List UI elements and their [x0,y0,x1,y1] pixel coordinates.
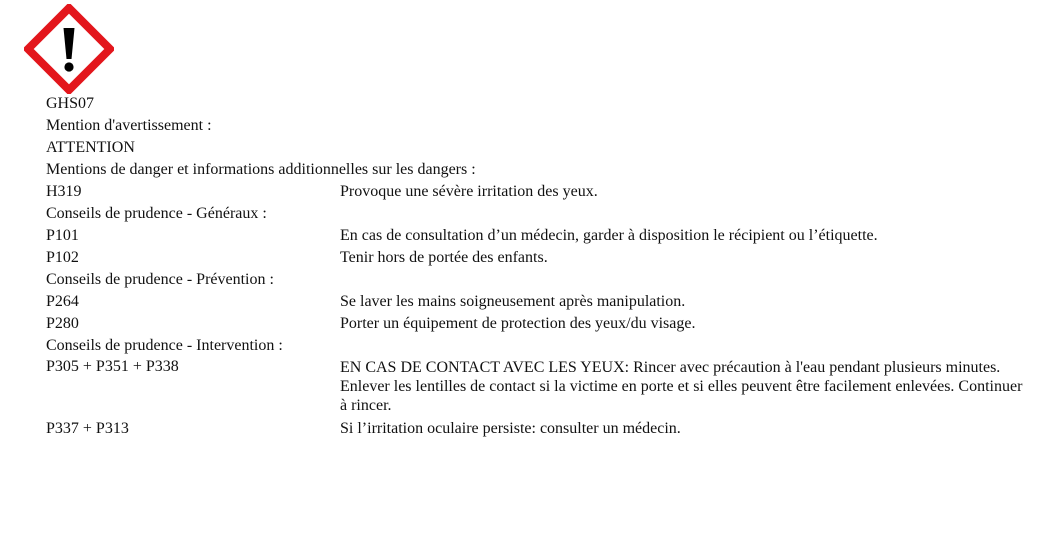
statement-text: Si l’irritation oculaire persiste: consulter un médecin. [340,420,681,437]
hazard-statement-row [46,181,1046,203]
statement-text: Porter un équipement de protection des yeux/du visage. [340,315,696,332]
statement-code: P305 + P351 + P338 [46,358,179,375]
general-precautions-heading: Conseils de prudence - Généraux : [46,205,267,222]
hazard-label-section [46,93,1046,440]
statement-code: H319 [46,183,82,200]
statement-text: En cas de consultation d’un médecin, garder à disposition le récipient ou l’étiquette. [340,227,878,244]
exclamation-mark-diamond-icon [24,4,114,94]
hazard-statements-heading: Mentions de danger et informations additionnelles sur les dangers : [46,161,476,178]
precaution-row [46,418,1046,440]
statement-code: P102 [46,249,79,266]
statement-code: P337 + P313 [46,420,129,437]
signal-word: ATTENTION [46,139,135,156]
precaution-row [46,357,1046,415]
signal-word-label: Mention d'avertissement : [46,117,212,134]
statement-code: P101 [46,227,79,244]
precaution-row [46,313,1046,335]
prevention-precautions-heading: Conseils de prudence - Prévention : [46,271,274,288]
ghs-code: GHS07 [46,95,95,112]
statement-text: Se laver les mains soigneusement après manipulation. [340,293,686,310]
statement-text: Tenir hors de portée des enfants. [340,249,548,266]
precaution-row [46,225,1046,247]
statement-text: Provoque une sévère irritation des yeux. [340,183,598,200]
ghs07-pictogram [24,4,114,94]
statement-text: EN CAS DE CONTACT AVEC LES YEUX: Rincer avec précaution à l'eau pendant plusieurs minutes. Enlever les lentilles de contact si la victime en porte et si elles peuvent être facilement enlevées. Continuer à rincer. [340,359,1023,414]
exclamation-dot [64,62,73,71]
precaution-row [46,247,1046,269]
statement-code: P280 [46,315,79,332]
intervention-precautions-heading: Conseils de prudence - Intervention : [46,337,283,354]
precaution-row [46,291,1046,313]
statement-code: P264 [46,293,79,310]
